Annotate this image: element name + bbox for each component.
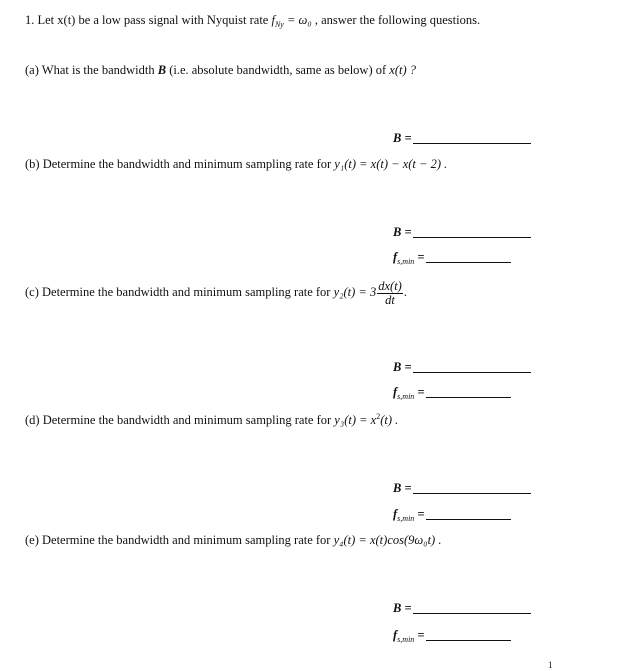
- part-d-label: (d) Determine the bandwidth and minimum sampling rate for: [25, 413, 332, 427]
- part-c-label: (c) Determine the bandwidth and minimum sampling rate for: [25, 285, 331, 299]
- part-d-bandwidth-label: B =: [393, 481, 412, 495]
- part-c-fraction: [377, 280, 403, 307]
- part-c-bandwidth-blank[interactable]: [413, 372, 531, 373]
- question-intro: [25, 13, 480, 29]
- part-a-symbol: B: [157, 63, 167, 77]
- part-b-label: (b) Determine the bandwidth and minimum sampling rate for: [25, 157, 332, 171]
- page-number-mark: 1: [548, 660, 553, 670]
- intro-tail: answer the following questions.: [321, 13, 481, 27]
- part-d-fsmin-label: $f_{s,min}$ =: [393, 507, 425, 523]
- part-a-label: (a) What is the bandwidth: [25, 63, 155, 77]
- nyquist-symbol: f: [271, 13, 275, 27]
- part-d-expr: y₃(t) = x: [334, 413, 377, 427]
- part-e-bandwidth-blank[interactable]: [413, 613, 531, 614]
- part-b-bandwidth-blank[interactable]: [413, 237, 531, 238]
- part-e-bandwidth-label: B =: [393, 601, 412, 615]
- part-a-expr: x(t) ?: [389, 63, 417, 77]
- nyquist-subscript: Ny: [274, 20, 284, 29]
- part-c-expr-end: .: [403, 285, 407, 299]
- part-c-fsmin-label: $f_{s,min}$ =: [393, 385, 425, 401]
- part-d-question: [25, 413, 398, 429]
- part-e-expr: y₄(t) = x(t)cos(9ω₀t) .: [333, 533, 442, 547]
- part-c-frac-den: dt: [385, 292, 395, 307]
- part-b-fsmin-label: $f_{s,min}$ =: [393, 250, 425, 266]
- part-a-question: [25, 63, 416, 77]
- part-b-bandwidth-label: B =: [393, 225, 412, 239]
- part-d-fsmin-blank[interactable]: [426, 519, 511, 520]
- part-a-bandwidth-blank[interactable]: [413, 143, 531, 144]
- part-a-tail: (i.e. absolute bandwidth, same as below) of: [169, 63, 387, 77]
- part-b-expr: y₁(t) = x(t) − x(t − 2) .: [334, 157, 448, 171]
- part-c-frac-num: dx(t): [378, 278, 402, 293]
- part-e-label: (e) Determine the bandwidth and minimum sampling rate for: [25, 533, 331, 547]
- part-a-bandwidth-label: B =: [393, 131, 412, 145]
- part-c-bandwidth-label: B =: [393, 360, 412, 374]
- intro-text: 1. Let x(t) be a low pass signal with Nyquist rate: [25, 13, 269, 27]
- part-b-fsmin-blank[interactable]: [426, 262, 511, 263]
- part-b-question: [25, 157, 447, 171]
- part-c-fsmin-blank[interactable]: [426, 397, 511, 398]
- part-c-question: [25, 276, 407, 308]
- part-c-expr: y₂(t) = 3: [333, 285, 377, 299]
- part-e-question: [25, 533, 441, 547]
- part-e-fsmin-label: $f_{s,min}$ =: [393, 628, 425, 644]
- nyquist-equation: = ω₀ ,: [286, 13, 318, 27]
- part-e-fsmin-blank[interactable]: [426, 640, 511, 641]
- part-d-expr-end: (t) .: [380, 413, 399, 427]
- part-d-expr-sup: 2: [376, 412, 381, 421]
- part-d-bandwidth-blank[interactable]: [413, 493, 531, 494]
